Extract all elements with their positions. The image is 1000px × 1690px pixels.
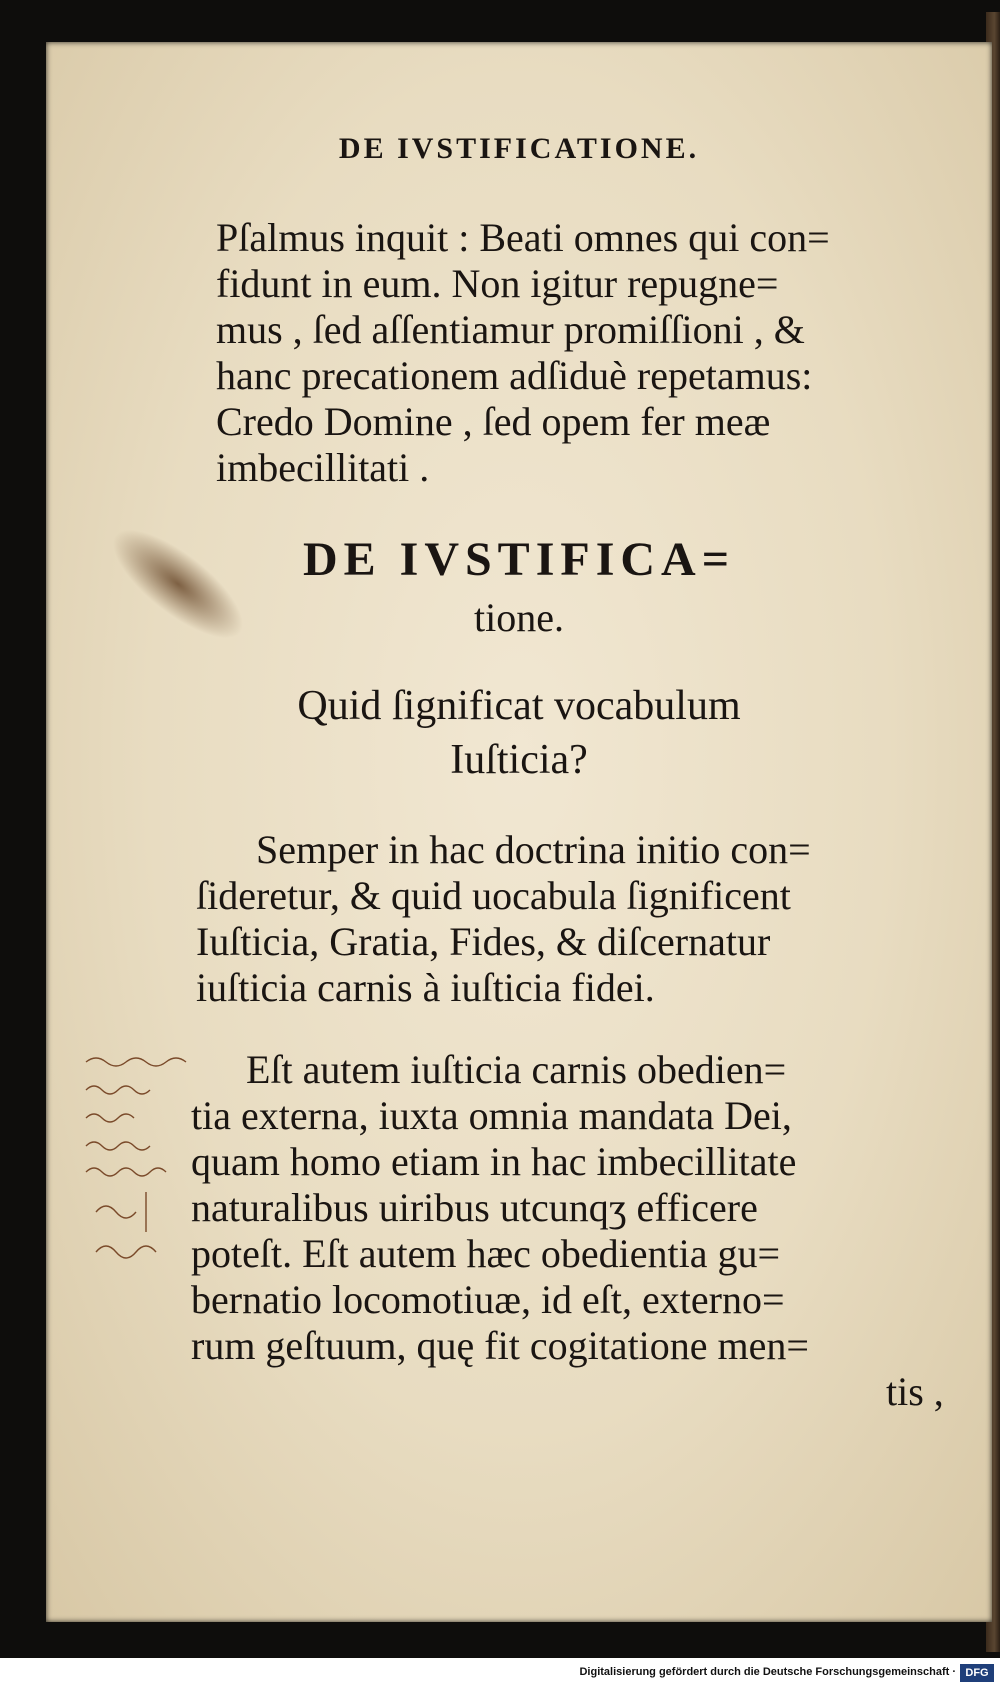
dfg-logo: DFG xyxy=(960,1664,994,1682)
text-line: Credo Domine , ſed opem fer meæ xyxy=(216,399,771,444)
paragraph-line: Eſt autem iuſticia carnis obedien= xyxy=(246,1047,787,1092)
paragraph-line: naturalibus uiribus utcunqʒ efficere xyxy=(191,1185,758,1230)
question-heading: Quid ſignificat vocabulum xyxy=(297,683,741,729)
funding-credit: Digitalisierung gefördert durch die Deutsche Forschungsgemeinschaft · xyxy=(579,1666,956,1678)
paragraph-line: iuſticia carnis à iuſticia fidei. xyxy=(196,965,655,1010)
text-line: fidunt in eum. Non igitur repugne= xyxy=(216,261,779,306)
question-heading-continued: Iuſticia? xyxy=(450,737,588,783)
paragraph-line: bernatio locomotiuæ, id eſt, externo= xyxy=(191,1277,785,1322)
text-line: Pſalmus inquit : Beati omnes qui con= xyxy=(216,215,830,260)
book-page xyxy=(46,42,992,1622)
running-head: DE IVSTIFICATIONE. xyxy=(338,132,700,165)
footer-bar xyxy=(0,1658,1000,1690)
paragraph-line: poteſt. Eſt autem hæc obedientia gu= xyxy=(191,1231,781,1276)
handwritten-marginalia xyxy=(76,1042,246,1272)
paragraph-line: tis , xyxy=(886,1369,944,1414)
section-heading: DE IVSTIFICA= xyxy=(302,533,736,586)
paragraph-line: rum geſtuum, quę fit cogitatione men= xyxy=(191,1323,809,1368)
text-line: mus , ſed aſſentiamur promiſſioni , & xyxy=(216,307,805,352)
text-line: imbecillitati . xyxy=(216,445,430,490)
text-line: hanc precationem adſiduè repetamus: xyxy=(216,353,813,398)
paragraph-line: Semper in hac doctrina initio con= xyxy=(256,827,811,872)
section-heading-continued: tione. xyxy=(474,595,564,640)
paragraph-line: Iuſticia, Gratia, Fides, & diſcernatur xyxy=(196,919,771,964)
paragraph-line: quam homo etiam in hac imbecillitate xyxy=(191,1139,797,1184)
paragraph-line: tia externa, iuxta omnia mandata Dei, xyxy=(191,1093,792,1138)
paragraph-line: ſideretur, & quid uocabula ſignificent xyxy=(196,873,791,918)
